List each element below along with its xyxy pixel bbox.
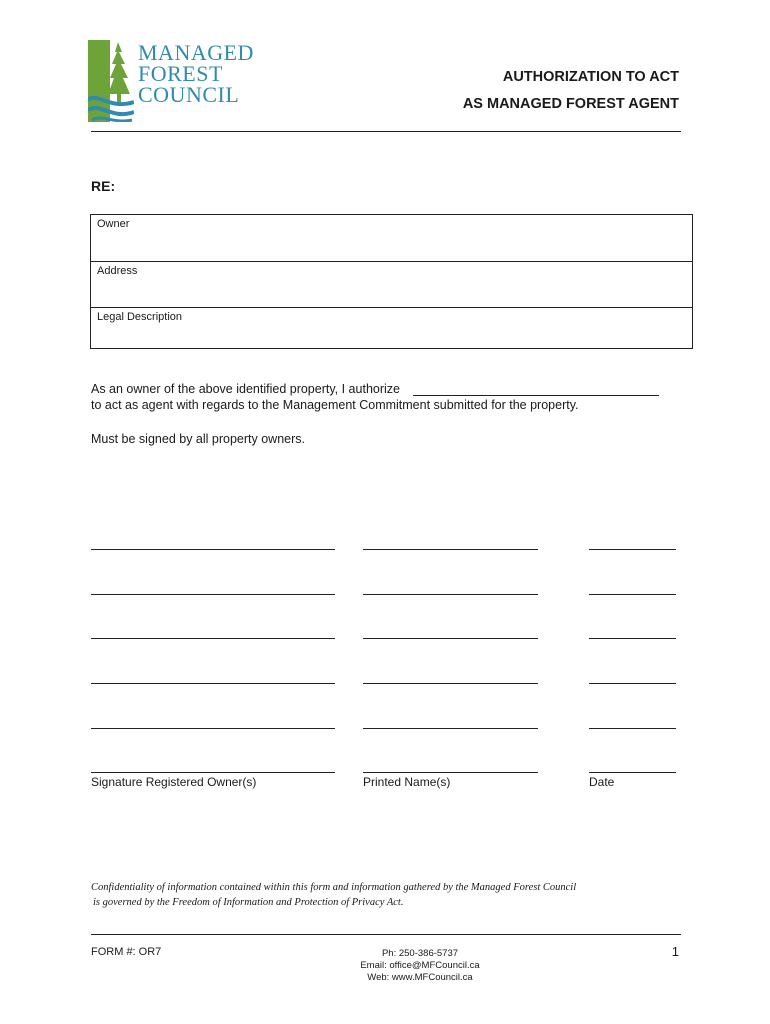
agent-name-blank[interactable] xyxy=(413,395,659,396)
owner-signature-line[interactable] xyxy=(91,638,335,639)
logo-wordmark xyxy=(138,42,254,105)
authorize-statement: As an owner of the above identified property, I authorize xyxy=(91,382,400,396)
date-line[interactable] xyxy=(589,772,676,773)
owner-signature-line[interactable] xyxy=(91,683,335,684)
address-field-label: Address xyxy=(97,265,138,277)
address-field[interactable] xyxy=(91,262,692,308)
confidentiality-line-2: is governed by the Freedom of Information and Protection of Privacy Act. xyxy=(93,897,404,908)
date-label: Date xyxy=(589,775,615,789)
property-info-table xyxy=(90,214,693,349)
owner-field-label: Owner xyxy=(97,218,130,230)
form-title-line-1: AUTHORIZATION TO ACT xyxy=(502,69,679,85)
managed-forest-council-logo xyxy=(88,38,258,124)
logo-word-1: MANAGED xyxy=(138,40,254,65)
date-line[interactable] xyxy=(589,594,676,595)
owner-signature-line[interactable] xyxy=(91,728,335,729)
printed-name-line[interactable] xyxy=(363,638,538,639)
legal-description-field-label: Legal Description xyxy=(97,311,182,323)
printed-name-label: Printed Name(s) xyxy=(363,775,451,789)
confidentiality-line-1: Confidentiality of information contained within this form and information gathered by the Managed Forest Council xyxy=(91,882,577,893)
legal-description-field[interactable] xyxy=(91,308,692,348)
owner-signature-label: Signature Registered Owner(s) xyxy=(91,775,257,789)
owner-field[interactable] xyxy=(91,215,692,262)
header-divider xyxy=(91,131,681,132)
contact-phone: Ph: 250-386-5737 xyxy=(381,948,459,959)
owner-signature-line[interactable] xyxy=(91,594,335,595)
logo-word-3: COUNCIL xyxy=(138,82,240,107)
confidentiality-notice xyxy=(91,880,576,910)
re-label: RE: xyxy=(91,178,116,194)
contact-email: Email: office@MFCouncil.ca xyxy=(360,960,480,971)
form-number: FORM #: OR7 xyxy=(91,946,162,958)
signature-requirement-note: Must be signed by all property owners. xyxy=(91,432,305,446)
printed-name-line[interactable] xyxy=(363,728,538,729)
form-title-line-2: AS MANAGED FOREST AGENT xyxy=(462,96,679,112)
date-line[interactable] xyxy=(589,638,676,639)
printed-name-line[interactable] xyxy=(363,594,538,595)
date-line[interactable] xyxy=(589,549,676,550)
owner-signature-line[interactable] xyxy=(91,549,335,550)
date-line[interactable] xyxy=(589,728,676,729)
page-number: 1 xyxy=(671,944,679,959)
logo-word-2: FOREST xyxy=(138,61,223,86)
agent-statement: to act as agent with regards to the Management Commitment submitted for the property. xyxy=(91,398,579,412)
tree-river-logo-icon xyxy=(88,40,134,122)
date-line[interactable] xyxy=(589,683,676,684)
printed-name-line[interactable] xyxy=(363,683,538,684)
contact-info xyxy=(300,948,540,984)
footer-divider xyxy=(91,934,681,935)
printed-name-line[interactable] xyxy=(363,549,538,550)
printed-name-line[interactable] xyxy=(363,772,538,773)
contact-web: Web: www.MFCouncil.ca xyxy=(367,972,473,983)
owner-signature-line[interactable] xyxy=(91,772,335,773)
